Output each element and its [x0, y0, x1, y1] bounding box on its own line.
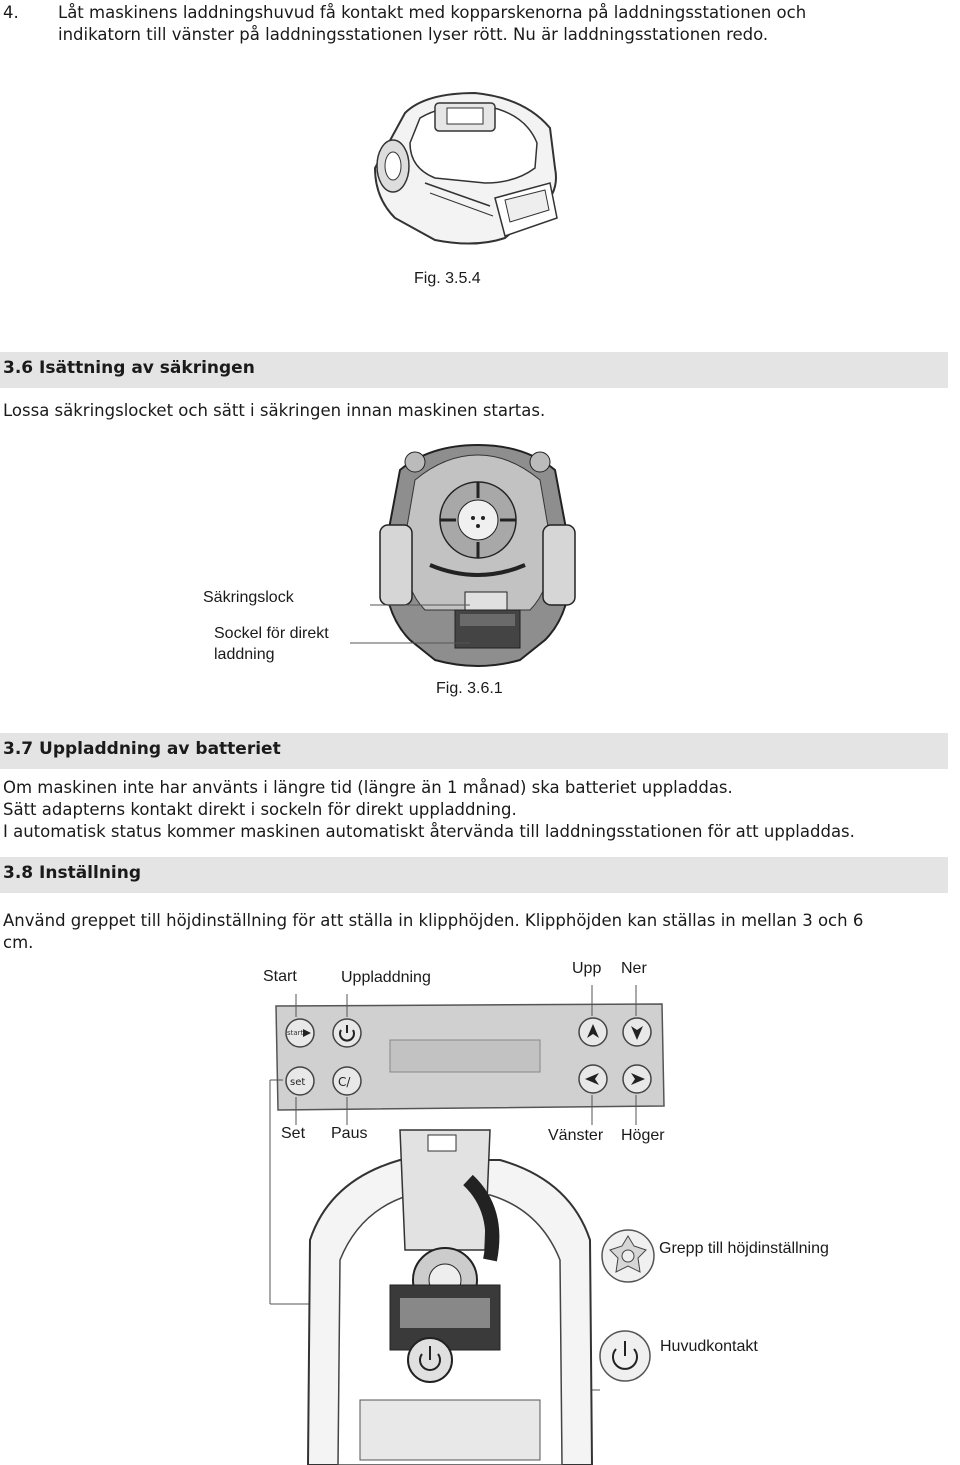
step4-line2: indikatorn till vänster på laddningsstationen lyser rött. Nu är laddningsstationen redo.: [58, 25, 769, 44]
label-charging: Uppladdning: [341, 969, 431, 986]
mower-top-illustration: [300, 1120, 600, 1465]
label-up: Upp: [572, 960, 602, 977]
label-left: Vänster: [548, 1127, 604, 1144]
start-button-text: start: [287, 1029, 304, 1037]
height-grip-icon: [600, 1228, 656, 1284]
section-text: Om maskinen inte har använts i längre tid (längre än 1 månad) ska batteriet uppladdas.: [3, 778, 733, 797]
section-text: cm.: [3, 933, 34, 952]
label-socket-cont: laddning: [214, 646, 275, 663]
section-text: I automatisk status kommer maskinen automatiskt återvända till laddningsstationen för att uppladdas.: [3, 822, 855, 841]
label-main-switch: Huvudkontakt: [660, 1338, 758, 1355]
label-right: Höger: [621, 1127, 665, 1144]
section-title: 3.6 Isättning av säkringen: [3, 358, 255, 378]
section-text: Lossa säkringslocket och sätt i säkringen innan maskinen startas.: [3, 401, 546, 420]
step4-line1: Låt maskinens laddningshuvud få kontakt med kopparskenorna på laddningsstationen och: [58, 3, 807, 22]
label-height-grip: Grepp till höjdinställning: [659, 1240, 829, 1257]
section-text: Sätt adapterns kontakt direkt i sockeln för direkt uppladdning.: [3, 800, 517, 819]
label-pause: Paus: [331, 1125, 368, 1142]
label-down: Ner: [621, 960, 647, 977]
section-title: 3.8 Inställning: [3, 863, 142, 883]
label-set: Set: [281, 1125, 306, 1142]
section-text: Använd greppet till höjdinställning för att ställa in klipphöjden. Klipphöjden kan ställas in mellan 3 och 6: [3, 911, 864, 930]
section-title: 3.7 Uppladdning av batteriet: [3, 739, 281, 759]
step-number: 4.: [3, 3, 19, 22]
pause-button-text: C/: [338, 1075, 351, 1089]
set-button-text: set: [290, 1077, 306, 1088]
main-switch-icon: [598, 1329, 652, 1383]
label-socket: Sockel för direkt: [214, 625, 329, 642]
label-fuse-cover: Säkringslock: [203, 589, 294, 606]
figure-caption: Fig. 3.5.4: [414, 270, 481, 287]
figure-caption: Fig. 3.6.1: [436, 680, 503, 697]
label-start: Start: [263, 968, 297, 985]
